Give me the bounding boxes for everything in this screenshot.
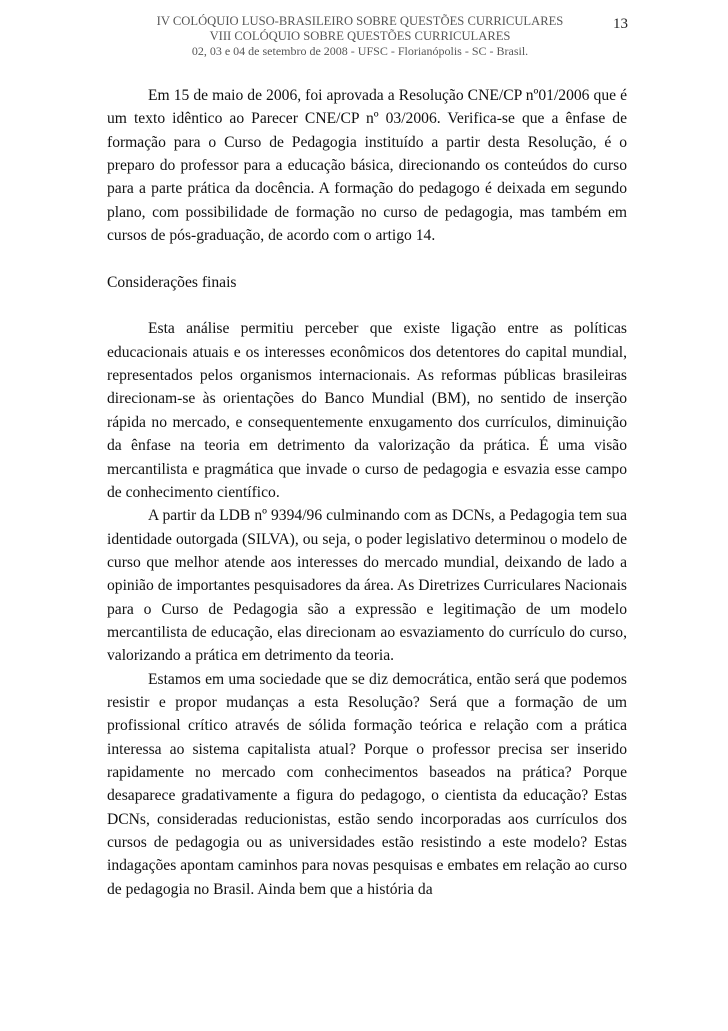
paragraph: A partir da LDB nº 9394/96 culminando com as DCNs, a Pedagogia tem sua identidade outorgada (SILVA), ou seja, o poder legislativo determinou o modelo de curso que melhor atende aos interesses do mercado mundial, deixando de lado a opinião de importantes pesquisadores da área. As Diretrizes Curriculares Nacionais para o Curso de Pedagogia são a expressão e legitimação de um modelo mercantilista de educação, elas direcionam ao esvaziamento do currículo do curso, valorizando a prática em detrimento da teoria.: [107, 507, 627, 665]
paragraph: Estamos em uma sociedade que se diz democrática, então será que podemos resistir e propor mudanças a esta Resolução? Será que a formação de um profissional crítico através de sólida formação teórica e relação com a prática interessa ao sistema capitalista atual? Porque o professor precisa ser inserido rapidamente no mercado com conhecimentos baseados na prática? Porque desaparece gradativamente a figura do pedagogo, o cientista da educação? Estas DCNs, consideradas reducionistas, estão sendo incorporadas aos currículos dos cursos de pedagogia ou as universidades estão resistindo a este modelo? Estas indagações apontam caminhos para novas pesquisas e embates em relação ao curso de pedagogia no Brasil. Ainda bem que a história da: [107, 670, 627, 898]
body-text: [107, 84, 627, 901]
paragraph: Em 15 de maio de 2006, foi aprovada a Resolução CNE/CP nº01/2006 que é um texto idêntico ao Parecer CNE/CP nº 03/2006. Verifica-se que a ênfase de formação para o Curso de Pedagogia instituído a partir desta Resolução, é o preparo do professor para a educação básica, direcionando os conteúdos do curso para a parte prática da docência. A formação do pedagogo é deixada em segundo plano, com possibilidade de formação no curso de pedagogia, mas também em cursos de pós-graduação, de acordo com o artigo 14.: [107, 87, 627, 245]
page-number: 13: [613, 16, 628, 32]
header-conference-title: IV COLÓQUIO LUSO-BRASILEIRO SOBRE QUESTÕES CURRICULARES: [156, 14, 564, 28]
header-date-location: 02, 03 e 04 de setembro de 2008 - UFSC - Florianópolis - SC - Brasil.: [191, 44, 529, 58]
running-header: [110, 14, 610, 59]
section-heading: Considerações finais: [107, 273, 237, 291]
header-colloquium-title: VIII COLÓQUIO SOBRE QUESTÕES CURRICULARES: [209, 29, 511, 43]
paragraph: Esta análise permitiu perceber que existe ligação entre as políticas educacionais atuais e os interesses econômicos dos detentores do capital mundial, representados pelos organismos internacionais. As reformas públicas brasileiras direcionam-se às orientações do Banco Mundial (BM), no sentido de inserção rápida no mercado, e consequentemente enxugamento dos currículos, diminuição da ênfase na teoria em detrimento da valorização da prática. É uma visão mercantilista e pragmática que invade o curso de pedagogia e esvazia esse campo de conhecimento científico.: [107, 320, 627, 501]
